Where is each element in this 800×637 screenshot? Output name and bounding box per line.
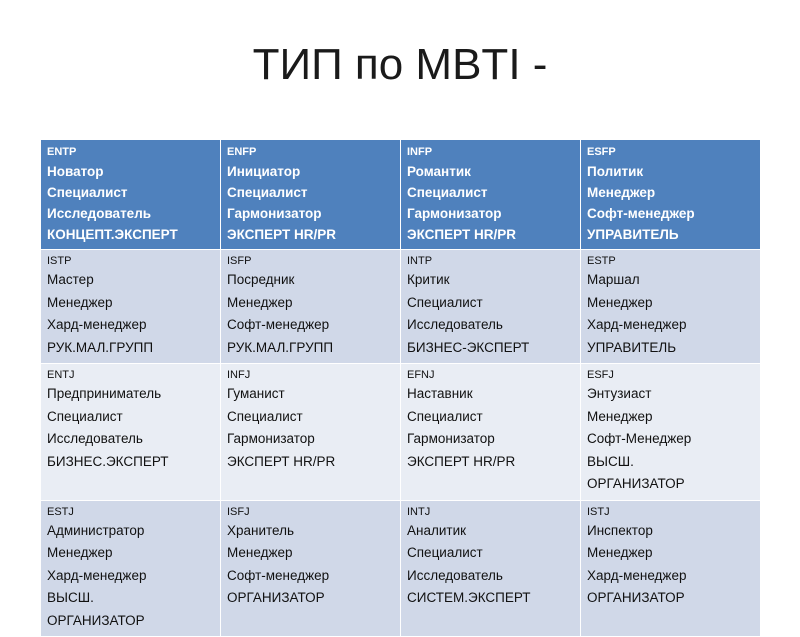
role-line: Специалист	[227, 185, 308, 200]
type-code: ENTP	[47, 146, 77, 158]
role-line: Предприниматель	[47, 386, 162, 401]
table-cell	[581, 364, 761, 501]
table-cell	[41, 500, 221, 637]
table-cell	[221, 140, 401, 250]
type-code: ENTJ	[47, 369, 75, 381]
table-cell	[401, 364, 581, 501]
table-cell	[41, 140, 221, 250]
role-line: РУК.МАЛ.ГРУПП	[47, 339, 154, 355]
role-line: Критик	[407, 272, 450, 287]
type-code: ESFP	[587, 146, 616, 158]
mbti-type-table	[40, 139, 761, 637]
role-line: Энтузиаст	[587, 386, 652, 401]
role-line: СИСТЕМ.ЭКСПЕРТ	[407, 590, 531, 605]
type-code: ISTP	[47, 255, 72, 267]
table-cell	[401, 500, 581, 637]
table-cell	[581, 250, 761, 364]
table-cell	[221, 500, 401, 637]
role-line: Политик	[587, 164, 644, 179]
table-row	[41, 250, 761, 364]
table-cell	[41, 364, 221, 501]
role-line: Гармонизатор	[407, 206, 502, 221]
role-line: Хранитель	[227, 522, 295, 538]
role-line: УПРАВИТЕЛЬ	[587, 339, 677, 355]
role-line: Софт-Менеджер	[587, 431, 692, 446]
role-line: Гуманист	[227, 386, 285, 401]
role-line: Специалист	[407, 545, 483, 560]
type-code: INFJ	[227, 369, 251, 381]
role-line: Софт-менеджер	[227, 317, 330, 332]
role-line: Специалист	[407, 185, 488, 200]
type-code: ESTJ	[47, 505, 74, 518]
role-line: Софт-менеджер	[587, 206, 695, 221]
table-cell	[221, 250, 401, 364]
role-line: Администратор	[47, 522, 145, 538]
role-line: Хард-менеджер	[47, 317, 147, 332]
type-code: ISFJ	[227, 505, 250, 518]
role-line: ВЫСШ.	[47, 590, 94, 605]
role-line: Аналитик	[407, 522, 467, 538]
table-cell	[581, 500, 761, 637]
table-row	[41, 364, 761, 501]
type-code: ISFP	[227, 255, 252, 267]
role-line: Менеджер	[47, 294, 113, 310]
role-line: РУК.МАЛ.ГРУПП	[227, 339, 334, 355]
role-line: ОРГАНИЗАТОР	[587, 590, 685, 605]
role-line: ВЫСШ.	[587, 453, 634, 469]
role-line: Специалист	[407, 294, 483, 310]
role-line: Хард-менеджер	[587, 567, 687, 583]
role-line: Менеджер	[587, 408, 653, 424]
role-line: Хард-менеджер	[587, 317, 687, 332]
role-line: Наставник	[407, 386, 473, 401]
role-line: ЭКСПЕРТ HR/PR	[407, 227, 516, 242]
role-line: Менеджер	[47, 545, 113, 560]
type-code: ISTJ	[587, 505, 610, 518]
role-line: ЭКСПЕРТ HR/PR	[227, 453, 336, 469]
role-line: ОРГАНИЗАТОР	[587, 476, 685, 491]
role-line: Гармонизатор	[227, 431, 315, 446]
role-line: ОРГАНИЗАТОР	[47, 612, 145, 628]
role-line: Специалист	[47, 185, 128, 200]
type-code: EFNJ	[407, 369, 435, 381]
role-line: БИЗНЕС.ЭКСПЕРТ	[47, 453, 169, 469]
table-cell	[401, 140, 581, 250]
type-code: INTJ	[407, 505, 431, 518]
table-header-row	[41, 140, 761, 250]
role-line: Исследователь	[47, 206, 152, 221]
role-line: Менеджер	[587, 545, 653, 560]
role-line: Менеджер	[587, 294, 653, 310]
role-line: Гармонизатор	[407, 431, 495, 446]
table-cell	[221, 364, 401, 501]
role-line: Специалист	[407, 408, 483, 424]
type-code: ESFJ	[587, 369, 614, 381]
role-line: Маршал	[587, 272, 640, 287]
table-cell	[41, 250, 221, 364]
role-line: Исследователь	[407, 567, 503, 583]
role-line: Инициатор	[227, 164, 301, 179]
type-code: ENFP	[227, 146, 257, 158]
table-cell	[581, 140, 761, 250]
role-line: УПРАВИТЕЛЬ	[587, 227, 679, 242]
role-line: Менеджер	[227, 545, 293, 560]
role-line: Софт-менеджер	[227, 567, 330, 583]
type-code: ESTP	[587, 255, 616, 267]
role-line: Менеджер	[587, 185, 656, 200]
table-row	[41, 500, 761, 637]
type-code: INTP	[407, 255, 433, 267]
table-cell	[401, 250, 581, 364]
role-line: Инспектор	[587, 522, 653, 538]
role-line: Исследователь	[407, 317, 503, 332]
role-line: ЭКСПЕРТ HR/PR	[407, 453, 516, 469]
role-line: Мастер	[47, 272, 94, 287]
role-line: Посредник	[227, 272, 295, 287]
role-line: БИЗНЕС-ЭКСПЕРТ	[407, 339, 530, 355]
role-line: Исследователь	[47, 431, 143, 446]
role-line: Специалист	[227, 408, 303, 424]
role-line: Гармонизатор	[227, 206, 322, 221]
role-line: ОРГАНИЗАТОР	[227, 590, 325, 605]
role-line: Хард-менеджер	[47, 567, 147, 583]
role-line: Романтик	[407, 164, 471, 179]
role-line: Менеджер	[227, 294, 293, 310]
type-code: INFP	[407, 146, 433, 158]
role-line: ЭКСПЕРТ HR/PR	[227, 227, 336, 242]
role-line: Новатор	[47, 164, 104, 179]
slide-title: ТИП по MBTI -	[252, 40, 548, 89]
role-line: КОНЦЕПТ.ЭКСПЕРТ	[47, 227, 178, 242]
role-line: Специалист	[47, 408, 123, 424]
